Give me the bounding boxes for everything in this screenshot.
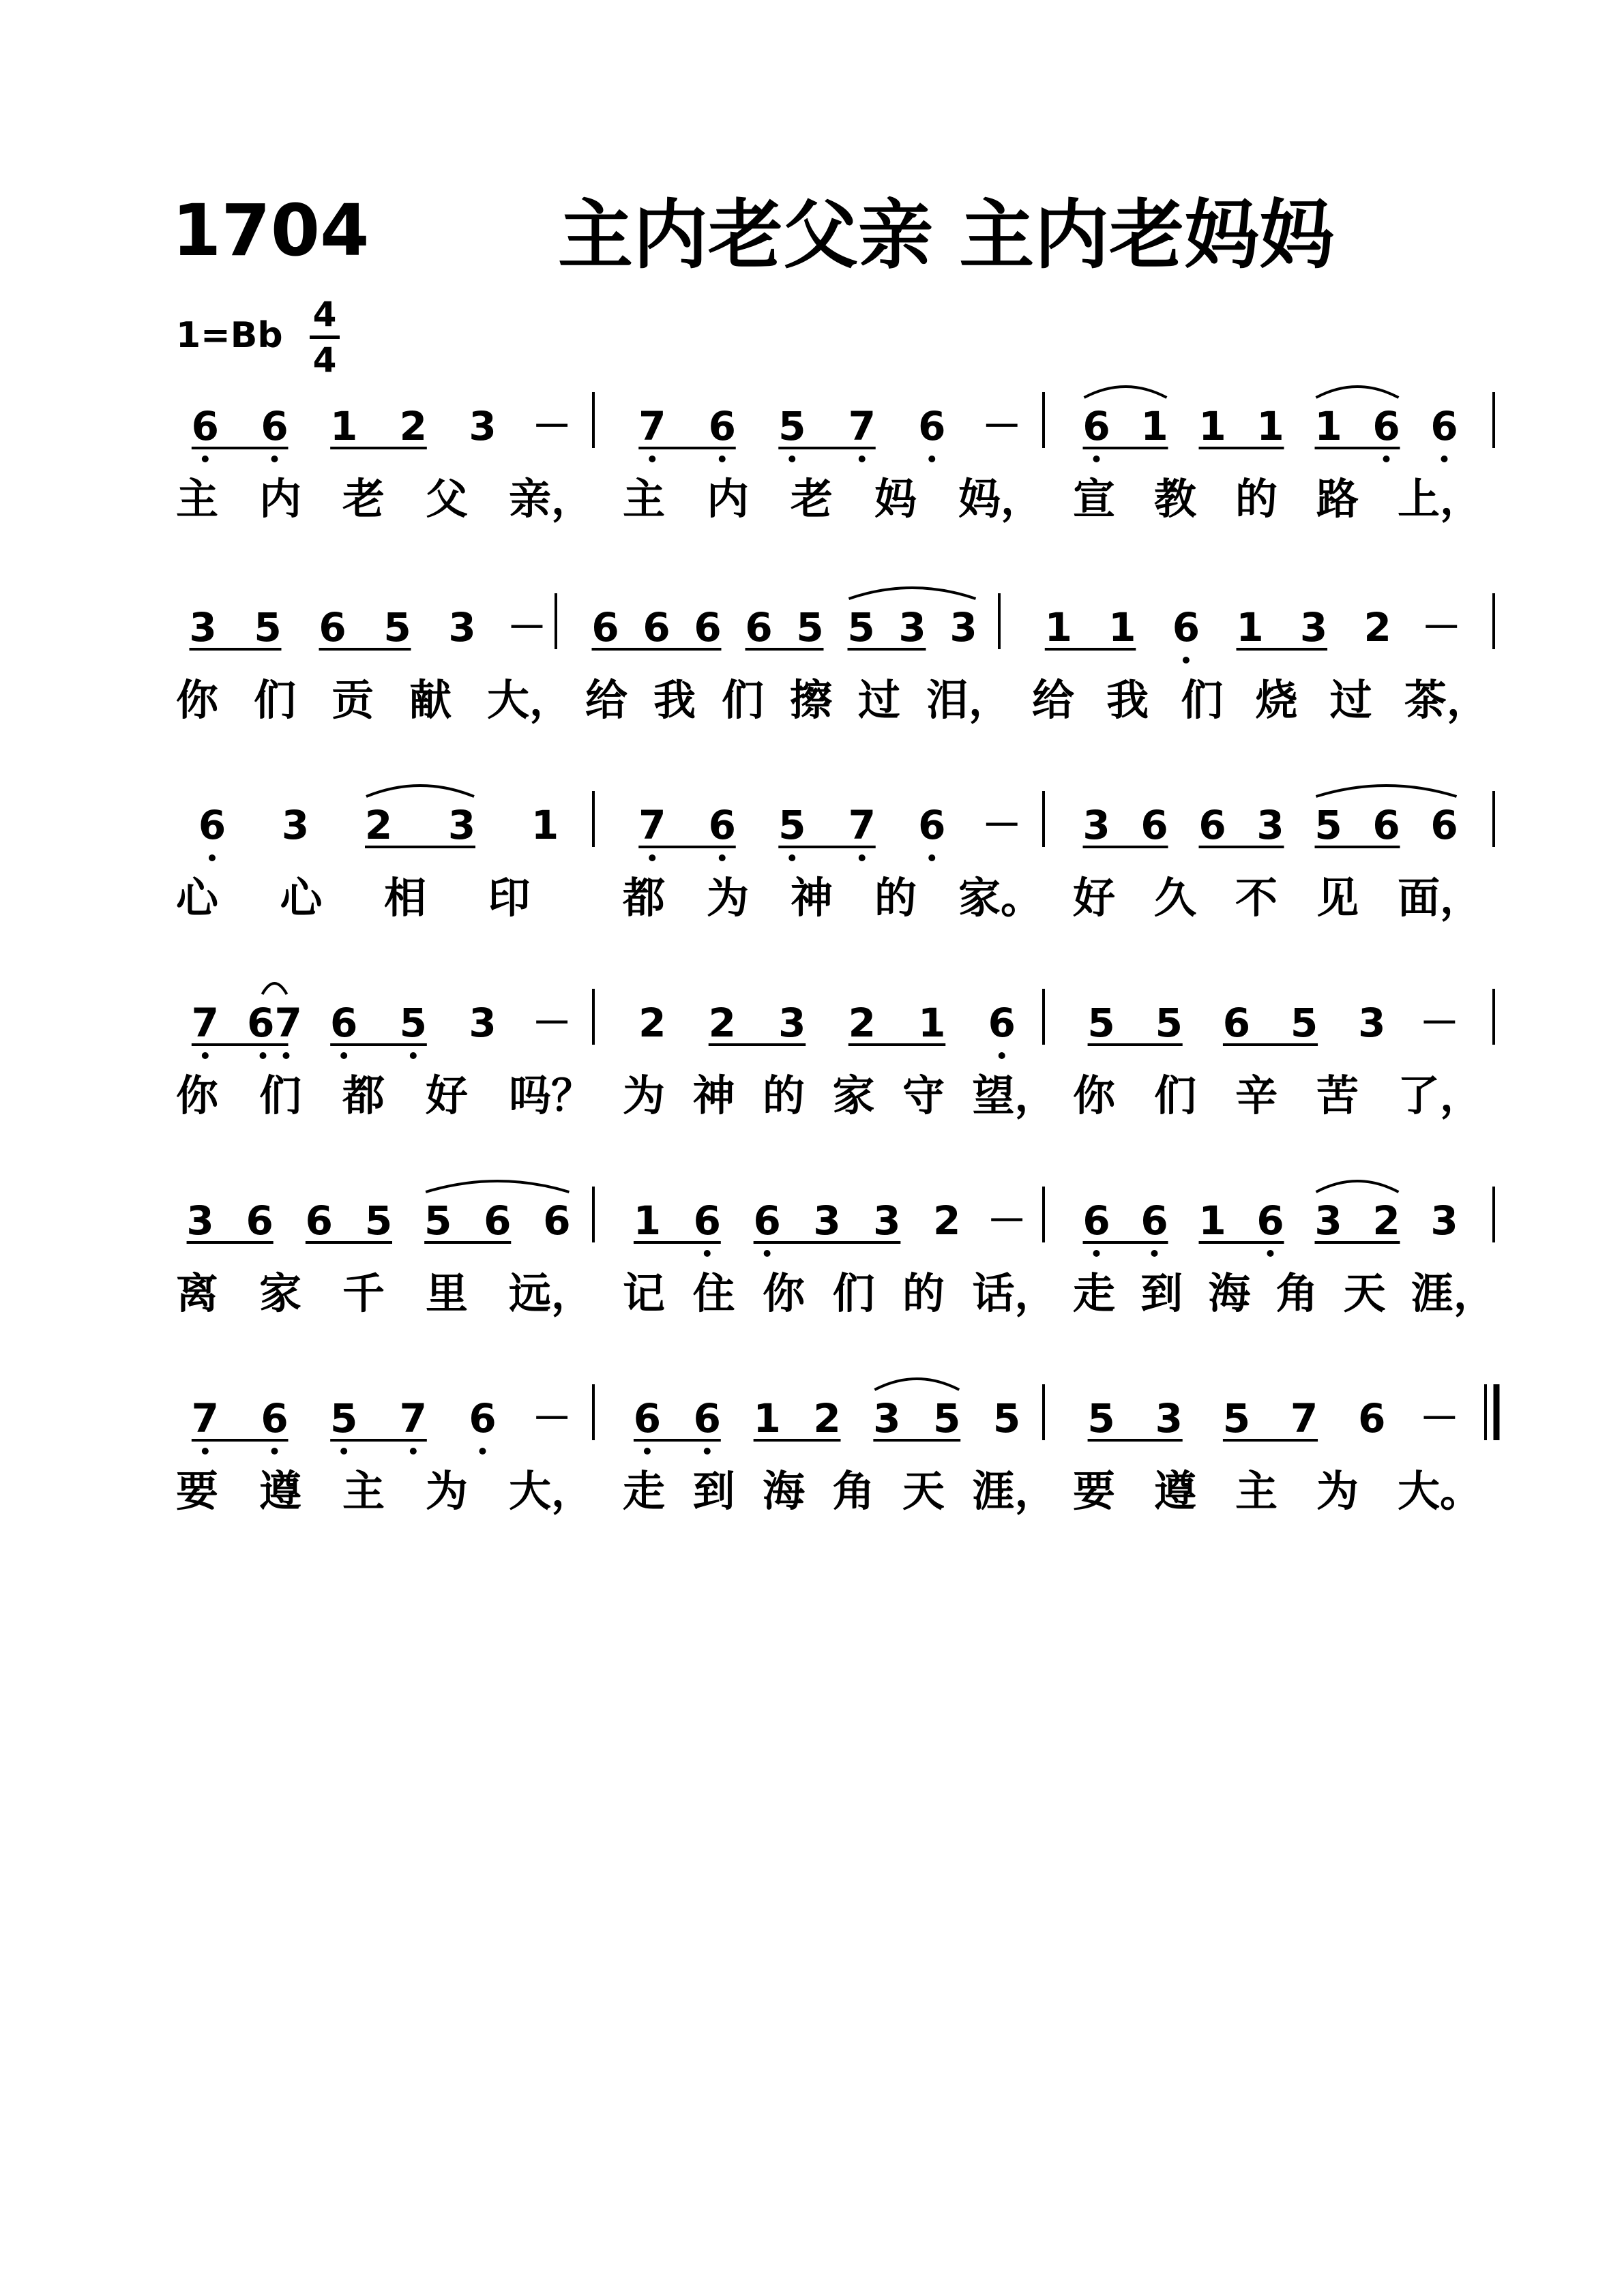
note: 6 [1172,604,1200,651]
note: 7 [1290,1395,1318,1442]
lyric-syllable: 家。 [958,873,1044,923]
system-1 [176,387,1494,524]
note: 3 [898,604,926,651]
song-number: 1704 [172,189,370,272]
low-octave-dot [340,1052,347,1059]
lyric-syllable: 走 [623,1466,666,1516]
note: 3 [469,403,497,449]
note: － [1421,604,1462,651]
note: 7 [848,403,876,449]
lyric-syllable: 你 [176,1071,219,1120]
note: 5 [1087,1000,1115,1046]
note: 6 [1358,1395,1386,1442]
note: 1 [1108,604,1136,651]
low-octave-dot [644,1448,651,1455]
lyric-syllable: 大， [509,1466,594,1516]
note: 5 [933,1395,961,1442]
note: 2 [933,1197,961,1244]
note: 6 [319,604,346,651]
note: 6 [591,604,619,651]
note: 5 [399,1000,428,1046]
note: 6 [708,403,736,449]
lyric-syllable: 们 [1181,675,1224,725]
lyric-syllable: 吗？ [509,1071,594,1120]
note: 3 [1430,1197,1458,1244]
lyric-syllable: 宣 [1073,474,1116,524]
note: 6 [191,403,220,449]
note: 3 [1082,802,1110,848]
lyric-syllable: 心 [280,873,323,923]
lyric-syllable: 角 [832,1466,875,1516]
note: 6 [329,1000,358,1046]
lyric-syllable: 里 [426,1268,469,1318]
time-signature-denominator: 4 [312,340,337,380]
lyric-syllable: 过 [858,675,901,725]
note: 2 [364,802,393,848]
note: 6 [988,1000,1016,1046]
note: 2 [813,1395,841,1442]
note: 3 [1256,802,1284,848]
lyric-syllable: 涯， [972,1466,1057,1516]
lyric-syllable: 的 [902,1268,945,1318]
note: 5 [796,604,824,651]
lyric-syllable: 涯， [1411,1268,1496,1318]
low-octave-dot [704,1448,711,1455]
note: 67 [247,1000,302,1046]
low-octave-dot [283,1052,290,1059]
note: 5 [778,802,806,848]
lyric-syllable: 主 [342,1466,385,1516]
low-octave-dot [928,456,935,462]
lyric-syllable: 辛 [1235,1071,1278,1120]
note: 7 [638,802,666,848]
lyric-syllable: 教 [1154,474,1197,524]
note: 1 [633,1197,662,1244]
lyric-syllable: 烧 [1255,675,1298,725]
lyric-syllable: 千 [342,1268,385,1318]
lyric-syllable: 相 [384,873,427,923]
low-octave-dot [788,456,795,462]
note: 3 [778,1000,806,1046]
note: 7 [191,1395,220,1442]
lyric-syllable: 内 [259,474,302,524]
low-octave-dot [271,1448,278,1455]
note: 2 [399,403,428,449]
lyric-syllable: 心 [176,873,219,923]
note: 5 [778,403,806,449]
note: 6 [693,1395,721,1442]
slur [849,588,976,599]
lyric-syllable: 给 [585,675,628,725]
note: 6 [261,1395,289,1442]
note: 6 [198,802,226,848]
note: 3 [873,1395,901,1442]
low-octave-dot [649,854,655,861]
slur [1316,1181,1399,1192]
note: 6 [1222,1000,1251,1046]
lyric-syllable: 了， [1398,1071,1483,1120]
lyric-syllable: 不 [1235,873,1278,923]
note: 3 [813,1197,841,1244]
note: 2 [1363,604,1391,651]
note: 2 [1372,1197,1400,1244]
note: － [532,1000,572,1046]
note: 6 [693,1197,721,1244]
lyric-syllable: 上， [1398,474,1483,524]
note: 3 [281,802,310,848]
lyric-syllable: 老 [342,474,385,524]
note: 5 [847,604,875,651]
lyric-syllable: 们 [722,675,765,725]
note: 7 [399,1395,428,1442]
lyric-syllable: 为 [623,1071,666,1120]
note: 3 [469,1000,497,1046]
song-title: 主内老父亲 主内老妈妈 [558,192,1335,279]
note: 1 [1314,403,1342,449]
lyric-syllable: 要 [1073,1466,1116,1516]
lyric-syllable: 们 [1154,1071,1197,1120]
note: 1 [1198,1197,1226,1244]
low-octave-dot [788,854,795,861]
note: 6 [753,1197,781,1244]
note: 3 [873,1197,901,1244]
note: 6 [643,604,670,651]
note: 6 [918,802,946,848]
system-6 [176,1379,1496,1516]
slur [1316,387,1399,398]
note: 6 [484,1197,512,1244]
low-octave-dot [928,854,935,861]
lyric-syllable: 主 [1235,1466,1278,1516]
lyric-syllable: 面， [1398,873,1483,923]
lyric-syllable: 妈 [874,474,917,524]
lyric-syllable: 到 [1140,1268,1183,1318]
low-octave-dot [1267,1250,1274,1257]
note: 6 [261,403,289,449]
low-octave-dot [202,1052,209,1059]
note: － [532,403,572,449]
note: 3 [949,604,977,651]
note: 3 [1155,1395,1183,1442]
note: 5 [329,1395,358,1442]
note: 1 [531,802,559,848]
time-signature-numerator: 4 [312,295,337,334]
system-3 [176,786,1494,923]
lyric-syllable: 主 [176,474,219,524]
low-octave-dot [1093,1250,1100,1257]
lyric-syllable: 海 [763,1466,806,1516]
lyric-syllable: 记 [623,1268,666,1318]
slur [263,983,287,994]
note: 2 [708,1000,736,1046]
low-octave-dot [649,456,655,462]
note: － [1419,1000,1460,1046]
low-octave-dot [1151,1250,1158,1257]
slur [1084,387,1167,398]
lyric-syllable: 要 [176,1466,219,1516]
note: 3 [1314,1197,1342,1244]
lyric-syllable: 的 [1235,474,1278,524]
low-octave-dot [1383,456,1390,462]
lyric-syllable: 献 [409,675,452,725]
lyric-syllable: 见 [1316,873,1359,923]
lyric-syllable: 远， [509,1268,594,1318]
lyric-syllable: 大， [487,675,572,725]
lyric-syllable: 好 [1073,873,1116,923]
lyric-syllable: 我 [653,675,696,725]
note: － [987,1197,1027,1244]
lyric-syllable: 路 [1316,474,1359,524]
note: 1 [329,403,358,449]
lyric-syllable: 亲， [509,474,594,524]
note: 7 [848,802,876,848]
note: 6 [1256,1197,1284,1244]
low-octave-dot [1441,456,1448,462]
lyric-syllable: 贡 [331,675,374,725]
note: 6 [708,802,736,848]
lyric-syllable: 家 [832,1071,875,1120]
low-octave-dot [410,1448,417,1455]
lyric-syllable: 苦 [1316,1071,1359,1120]
system-2 [176,588,1494,725]
low-octave-dot [271,456,278,462]
lyric-syllable: 走 [1073,1268,1116,1318]
lyric-syllable: 印 [488,873,531,923]
low-octave-dot [202,1448,209,1455]
note: 3 [1358,1000,1386,1046]
low-octave-dot [340,1448,347,1455]
note: － [1419,1395,1460,1442]
lyric-syllable: 为 [426,1466,469,1516]
lyric-syllable: 离 [176,1268,219,1318]
note: 6 [305,1197,334,1244]
note: 5 [424,1197,452,1244]
note: 6 [1140,1197,1168,1244]
lyric-syllable: 大。 [1398,1466,1483,1516]
low-octave-dot [704,1250,711,1257]
lyric-syllable: 神 [791,873,833,923]
note: － [981,403,1022,449]
note: 2 [638,1000,666,1046]
lyric-syllable: 们 [254,675,297,725]
note: － [532,1395,572,1442]
lyric-syllable: 好 [426,1071,469,1120]
note: 5 [1087,1395,1115,1442]
note: 1 [1044,604,1072,651]
note: 1 [918,1000,946,1046]
note: 6 [246,1197,274,1244]
slur [426,1181,569,1192]
note: 1 [1198,403,1226,449]
lyric-syllable: 你 [1073,1071,1116,1120]
low-octave-dot [209,854,216,861]
note: 6 [1082,403,1110,449]
lyric-syllable: 内 [707,474,750,524]
note: 1 [753,1395,781,1442]
note: 5 [1290,1000,1318,1046]
lyric-syllable: 主 [623,474,666,524]
note: 3 [448,604,476,651]
lyric-syllable: 们 [832,1268,875,1318]
lyric-syllable: 的 [763,1071,806,1120]
lyric-syllable: 天 [902,1466,945,1516]
lyric-syllable: 擦 [790,675,833,725]
note: 7 [191,1000,220,1046]
low-octave-dot [410,1052,417,1059]
low-octave-dot [859,456,866,462]
note: 6 [694,604,722,651]
low-octave-dot [479,1448,486,1455]
note: 6 [469,1395,497,1442]
low-octave-dot [1183,657,1190,664]
note: 6 [1140,802,1168,848]
note: 5 [383,604,411,651]
low-octave-dot [719,854,726,861]
note: － [507,604,547,651]
lyric-syllable: 为 [1316,1466,1359,1516]
note: 5 [254,604,282,651]
lyric-syllable: 的 [874,873,917,923]
low-octave-dot [999,1052,1005,1059]
low-octave-dot [764,1250,771,1257]
lyric-syllable: 你 [763,1268,806,1318]
lyric-syllable: 到 [692,1466,735,1516]
lyric-syllable: 望， [972,1071,1057,1120]
low-octave-dot [1093,456,1100,462]
lyric-syllable: 海 [1208,1268,1251,1318]
low-octave-dot [859,854,866,861]
note: 5 [1314,802,1342,848]
lyric-syllable: 你 [176,675,219,725]
note: 6 [1430,403,1458,449]
note: 6 [745,604,773,651]
note: 1 [1256,403,1284,449]
key-signature: 1=Bb [176,315,283,356]
low-octave-dot [202,456,209,462]
lyric-syllable: 遵 [259,1466,302,1516]
lyric-syllable: 妈， [958,474,1044,524]
note: 6 [633,1395,662,1442]
note: 6 [1372,802,1400,848]
note: 5 [992,1395,1021,1442]
lyric-syllable: 泪， [926,675,1012,725]
lyric-syllable: 茶， [1404,675,1489,725]
note: 6 [1082,1197,1110,1244]
lyric-syllable: 神 [692,1071,735,1120]
note: － [981,802,1022,848]
note: 1 [1140,403,1168,449]
note: 3 [1299,604,1328,651]
slur [366,786,474,796]
note: 6 [543,1197,571,1244]
lyric-syllable: 父 [426,474,469,524]
lyric-syllable: 为 [707,873,750,923]
lyric-syllable: 家 [259,1268,302,1318]
low-octave-dot [719,456,726,462]
lyric-syllable: 们 [259,1071,302,1120]
note: 6 [1430,802,1458,848]
note: 5 [364,1197,393,1244]
note: 2 [848,1000,876,1046]
lyric-syllable: 过 [1329,675,1372,725]
note: 6 [1198,802,1226,848]
note: 5 [1155,1000,1183,1046]
lyric-syllable: 话， [972,1268,1057,1318]
note: 5 [1222,1395,1251,1442]
lyric-syllable: 久 [1154,873,1197,923]
low-octave-dot [260,1052,267,1059]
lyric-syllable: 住 [692,1268,735,1318]
slur [1316,786,1457,796]
note: 6 [918,403,946,449]
lyric-syllable: 都 [342,1071,385,1120]
note: 7 [638,403,666,449]
lyric-syllable: 守 [902,1071,945,1120]
system-4 [176,983,1494,1120]
lyric-syllable: 遵 [1154,1466,1197,1516]
slur [874,1379,959,1390]
note: 3 [186,1197,214,1244]
note: 6 [1372,403,1400,449]
lyric-syllable: 都 [623,873,666,923]
lyric-syllable: 天 [1343,1268,1386,1318]
note: 3 [447,802,476,848]
lyric-syllable: 我 [1106,675,1149,725]
note: 1 [1236,604,1264,651]
lyric-syllable: 角 [1275,1268,1318,1318]
lyric-syllable: 老 [791,474,833,524]
note: 3 [189,604,217,651]
lyric-syllable: 给 [1032,675,1075,725]
system-5 [176,1181,1496,1318]
